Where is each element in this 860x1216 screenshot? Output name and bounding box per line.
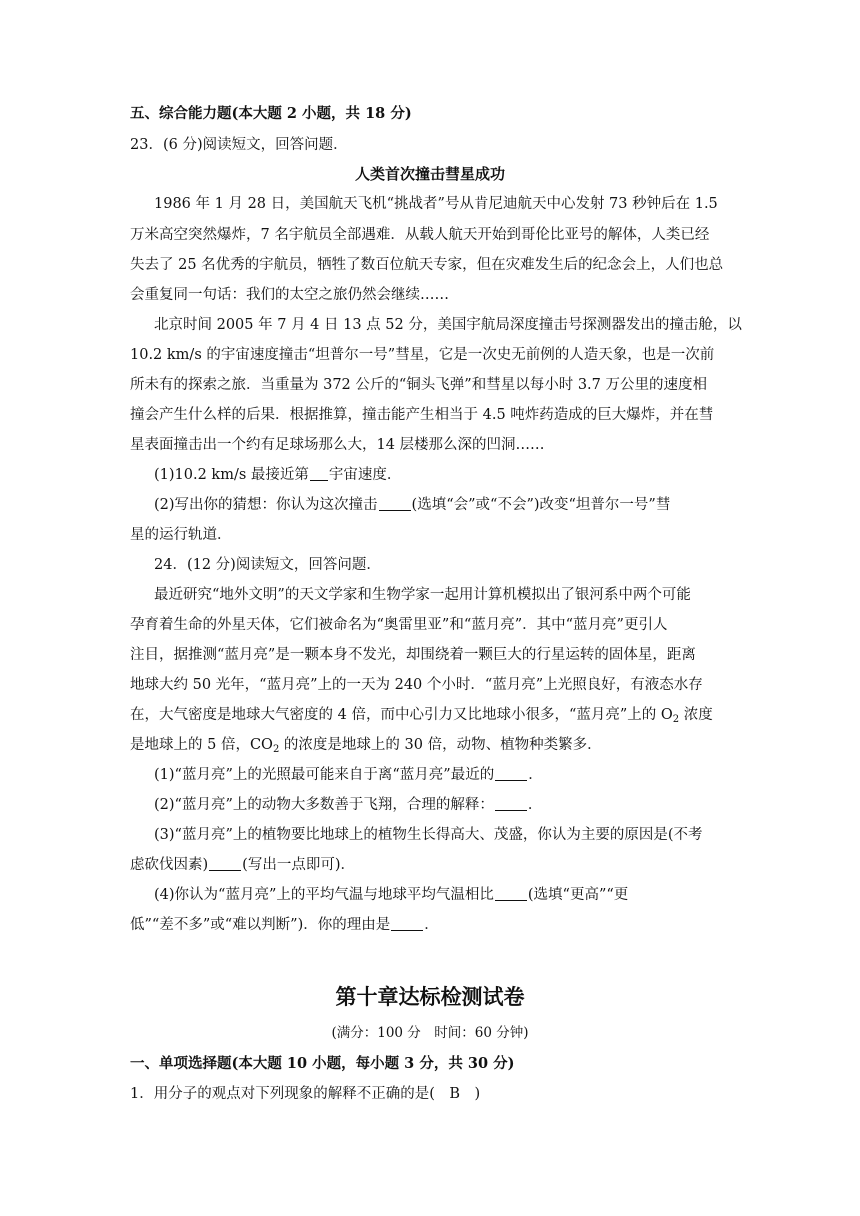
- chapter-title: 第十章达标检测试卷: [335, 984, 525, 1009]
- q23-para1-line2: 万米高空突然爆炸，7 名宇航员全部遇难．从载人航天开始到哥伦比亚号的解体，人类已经: [130, 227, 710, 243]
- answer-blank[interactable]: [209, 856, 241, 871]
- q24-sub4-cont: [130, 915, 860, 935]
- subscript: 2: [672, 714, 680, 725]
- q23-sub2-text-b: (选填“会”或“不会”)改变“坦普尔一号”彗: [411, 497, 671, 513]
- q24-sub4: [154, 885, 860, 905]
- q24-para-line2: 孕育着生命的外星天体，它们被命名为“奥雷里亚”和“蓝月亮”．其中“蓝月亮”更引人: [130, 617, 668, 633]
- q24-line6-text-b: 的浓度是地球上的 30 倍，动物、植物种类繁多．: [279, 737, 602, 753]
- q24-sub4-text-a: (4)你认为“蓝月亮”上的平均气温与地球平均气温相比: [154, 887, 494, 903]
- q24-sub3: (3)“蓝月亮”上的植物要比地球上的植物生长得高大、茂盛，你认为主要的原因是(不考: [154, 827, 703, 843]
- q24-sub3-text-b: 虑砍伐因素): [130, 857, 209, 873]
- answer-blank[interactable]: [495, 796, 527, 811]
- article-title: 人类首次撞击彗星成功: [354, 165, 505, 183]
- answer-blank[interactable]: [379, 496, 411, 511]
- q24-sub2: [154, 795, 860, 815]
- q24-sub3-cont: [130, 855, 860, 875]
- q24-sub4-text-b: (选填“更高”“更: [527, 887, 629, 903]
- q24-sub2-text-b: ．: [527, 797, 543, 813]
- q23-sub1-text-b: 宇宙速度．: [328, 467, 402, 483]
- q24-para-line3: 注目，据推测“蓝月亮”是一颗本身不发光，却围绕着一颗巨大的行星运转的固体星，距离: [130, 647, 696, 663]
- exam-info: (满分：100 分 时间：60 分钟): [331, 1025, 529, 1041]
- q23-para1-line1: 1986 年 1 月 28 日，美国航天飞机“挑战者”号从肯尼迪航天中心发射 73 秒钟后在 1.5: [154, 196, 718, 212]
- q24-sub4-text-c: 低”“差不多”或“难以判断”)．你的理由是: [130, 917, 391, 933]
- q24-sub3-text-c: (写出一点即可)．: [242, 857, 355, 873]
- q23-sub1-text-a: (1)10.2 km/s 最接近第: [154, 467, 309, 483]
- q23-sub2: [154, 495, 860, 515]
- q24-line5-end: 浓度: [679, 707, 713, 723]
- q24-sub1-text-a: (1)“蓝月亮”上的光照最可能来自于离“蓝月亮”最近的: [154, 767, 495, 783]
- q24-line5-text: 在，大气密度是地球大气密度的 4 倍，而中心引力又比地球小很多，“蓝月亮”上的 O: [130, 707, 673, 723]
- q23-para2-line1: 北京时间 2005 年 7 月 4 日 13 点 52 分，美国宇航局深度撞击号探测器发出的撞击舱，以: [154, 317, 742, 333]
- answer-blank[interactable]: [495, 886, 527, 901]
- answer-blank[interactable]: [391, 916, 423, 931]
- q23-para1-line3: 失去了 25 名优秀的宇航员，牺牲了数百位航天专家，但在灾难发生后的纪念会上，人们也总: [130, 257, 724, 273]
- answer-blank[interactable]: [310, 466, 328, 481]
- q24-para-line1: 最近研究“地外文明”的天文学家和生物学家一起用计算机模拟出了银河系中两个可能: [154, 587, 691, 603]
- q24-sub2-text-a: (2)“蓝月亮”上的动物大多数善于飞翔，合理的解释：: [154, 797, 494, 813]
- section-5-heading: 五、综合能力题(本大题 2 小题，共 18 分): [130, 105, 412, 122]
- answer-blank[interactable]: [495, 766, 527, 781]
- q23-para1-line4: 会重复同一句话：我们的太空之旅仍然会继续……: [130, 287, 449, 303]
- q23-para2-line5: 星表面撞击出一个约有足球场那么大，14 层楼那么深的凹洞……: [130, 437, 545, 453]
- q23-sub2-cont: 星的运行轨道．: [130, 527, 232, 543]
- question-23-intro: 23．(6 分)阅读短文，回答问题．: [130, 137, 348, 153]
- q23-sub2-text-a: (2)写出你的猜想：你认为这次撞击: [154, 497, 378, 513]
- question-24-intro: 24．(12 分)阅读短文，回答问题．: [154, 557, 381, 573]
- section-1-heading: 一、单项选择题(本大题 10 小题，每小题 3 分，共 30 分): [130, 1055, 515, 1072]
- question-1: 1．用分子的观点对下列现象的解释不正确的是( B ): [130, 1086, 481, 1102]
- q24-sub4-text-d: ．: [424, 917, 439, 933]
- q24-line6-text-a: 是地球上的 5 倍，CO: [130, 737, 273, 753]
- q24-sub1: [154, 765, 860, 785]
- q23-sub1: [154, 465, 860, 485]
- subscript: 2: [272, 744, 280, 755]
- q24-para-line4: 地球大约 50 光年，“蓝月亮”上的一天为 240 个小时．“蓝月亮”上光照良好，有液态水存: [130, 677, 703, 693]
- q23-para2-line4: 撞会产生什么样的后果．根据推算，撞击能产生相当于 4.5 吨炸药造成的巨大爆炸，并在彗: [130, 407, 714, 423]
- q23-para2-line3: 所未有的探索之旅．当重量为 372 公斤的“铜头飞弹”和彗星以每小时 3.7 万公里的速度相: [130, 377, 707, 393]
- q23-para2-line2: 10.2 km/s 的宇宙速度撞击“坦普尔一号”彗星，它是一次史无前例的人造天象，也是一次前: [130, 347, 715, 363]
- q24-para-line5: [130, 705, 860, 725]
- q24-para-line6: [130, 735, 860, 755]
- q24-sub1-text-b: ．: [528, 767, 543, 783]
